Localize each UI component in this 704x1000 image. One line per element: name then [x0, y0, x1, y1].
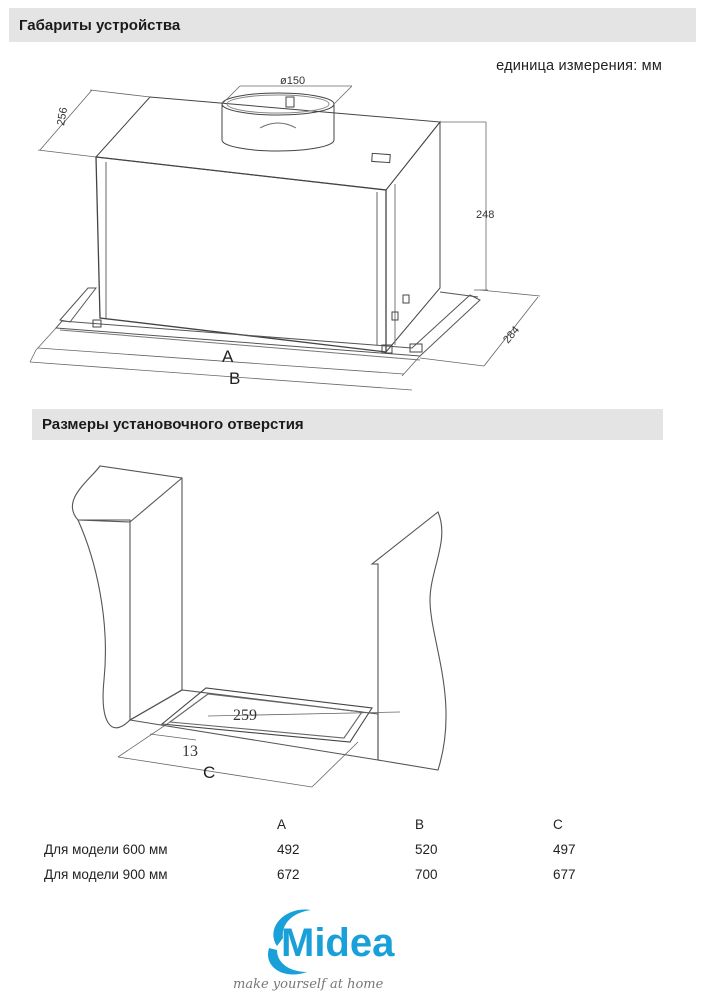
table-cell-c: 497	[553, 842, 576, 857]
table-cell-a: 672	[277, 867, 300, 882]
section-title: Габариты устройства	[19, 16, 181, 34]
table-cell-model: Для модели 900 мм	[44, 867, 168, 882]
dim-letter-a: A	[222, 347, 234, 366]
table-header-cell: A	[277, 817, 287, 832]
table-cell-c: 677	[553, 867, 576, 882]
table-header-row	[36, 812, 613, 837]
dim-depth-top: 256	[55, 106, 71, 127]
cutout-opening	[162, 688, 372, 742]
left-cabinet-wall	[72, 466, 182, 720]
duct-collar	[222, 93, 334, 151]
table-cell-a: 492	[277, 842, 300, 857]
hood-side-face	[386, 122, 440, 352]
hood-front-face	[96, 157, 386, 352]
dimensions-table	[36, 812, 613, 887]
table-row	[36, 837, 613, 862]
right-cabinet-wall	[372, 512, 446, 770]
dim-letter-b: B	[229, 369, 241, 388]
cabinet-bottom-panel	[130, 690, 378, 760]
table-header-cell	[36, 812, 277, 837]
table-cell-b: 700	[415, 867, 438, 882]
brand-name: Midea	[281, 921, 395, 965]
section-header-cutout-dimensions	[32, 409, 663, 440]
brand-slogan: make yourself at home	[233, 977, 384, 992]
table-cell-model: Для модели 600 мм	[44, 842, 168, 857]
dim-height: 248	[476, 209, 495, 221]
table-header-cell: C	[553, 817, 563, 832]
section-title: Размеры установочного отверстия	[42, 416, 304, 433]
dim-cutout-depth: 259	[233, 707, 257, 724]
units-note: единица измерения: мм	[496, 58, 662, 74]
table-cell-b: 520	[415, 842, 438, 857]
table-header-cell: B	[415, 817, 425, 832]
hood-dimension-drawing	[0, 0, 704, 400]
dim-depth-bottom: 284	[501, 324, 523, 346]
dim-cutout-offset: 13	[182, 743, 198, 760]
table-row	[36, 862, 613, 887]
hood-flange	[56, 288, 480, 360]
dim-diameter: ø150	[280, 75, 306, 87]
dim-letter-c: C	[203, 763, 216, 782]
midea-logo	[233, 888, 455, 998]
